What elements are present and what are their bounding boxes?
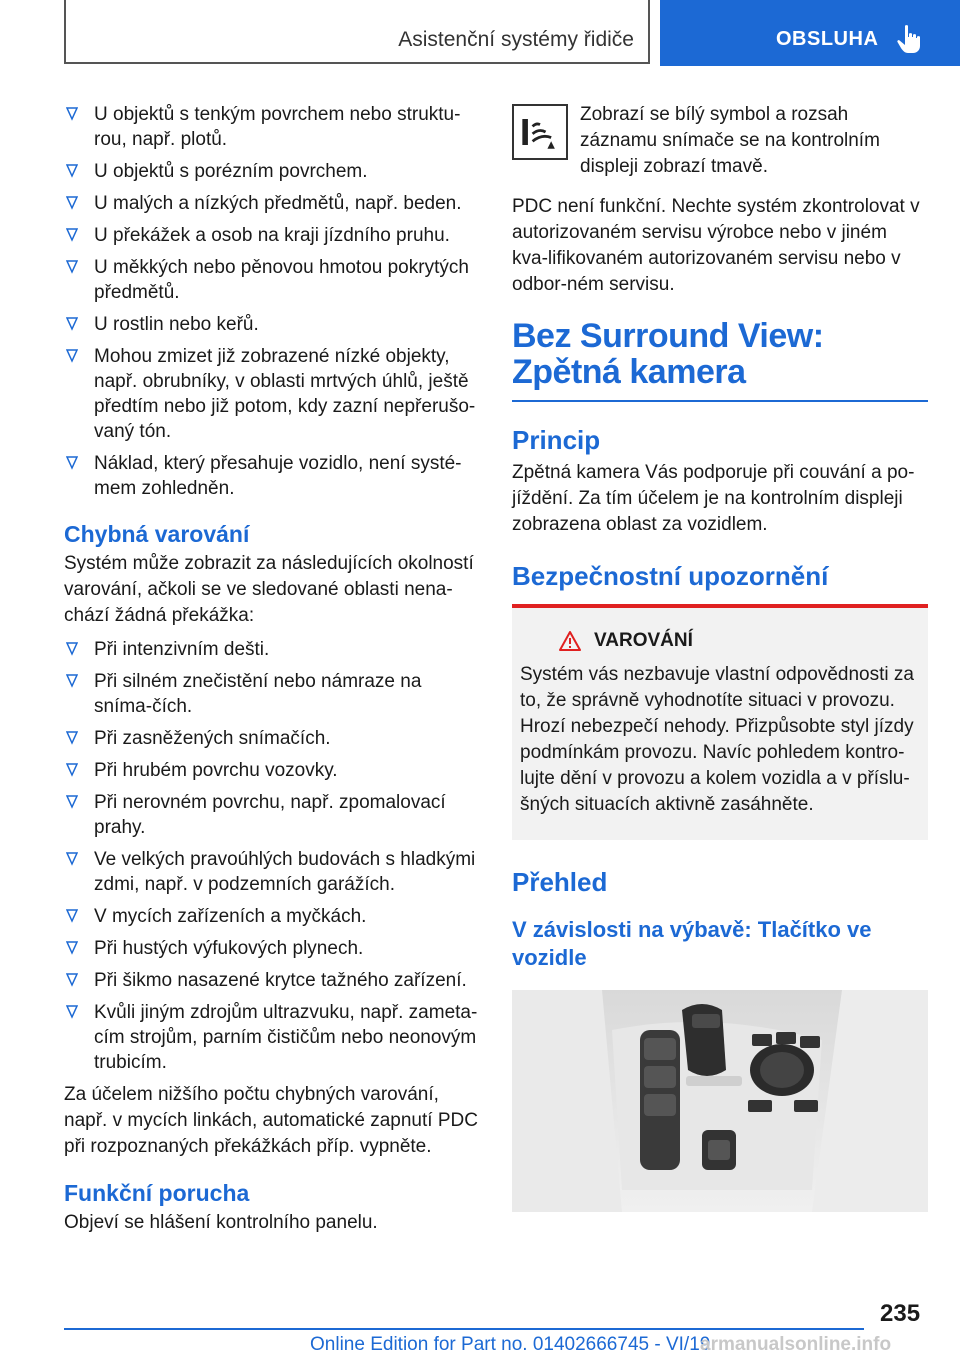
triangle-bullet-icon [66, 642, 78, 656]
page-header [0, 0, 960, 66]
list-item: U objektů s porézním povrchem. [64, 159, 480, 184]
pdc-symbol-row [512, 102, 928, 180]
overview-subheading: V závislosti na výbavě: Tlačítko ve vozidle [512, 917, 872, 970]
list-item: Při šikmo nasazené krytce tažného zařízení. [64, 968, 480, 993]
false-warnings-list [64, 637, 480, 1075]
warning-title: VAROVÁNÍ [594, 630, 693, 651]
list-item: Při zasněžených snímačích. [64, 726, 480, 751]
list-item: U objektů s tenkým povrchem nebo struktu-rou, např. plotů. [64, 102, 480, 152]
section-title: Asistenční systémy řidiče [398, 28, 634, 51]
principle-text: Zpětná kamera Vás podporuje při couvání a po-jíždění. Za tím účelem je na kontrolním displeji zobrazena oblast za vozidlem. [512, 462, 915, 535]
triangle-bullet-icon [66, 909, 78, 923]
list-item: Mohou zmizet již zobrazené nízké objekty, např. obrubníky, v oblasti mrtvých úhlů, ještě předtím nebo již potom, kdy zazní nepřerušo-vaný tón. [64, 344, 480, 444]
list-item: U měkkých nebo pěnovou hmotou pokrytých předmětů. [64, 255, 480, 305]
center-console-illustration [512, 990, 928, 1212]
principle-heading: Princip [512, 425, 601, 455]
pdc-symbol-text: Zobrazí se bílý symbol a rozsah záznamu snímače se na kontrolním displeji zobrazí tmavě. [580, 104, 880, 177]
page-number: 235 [880, 1300, 921, 1327]
triangle-bullet-icon [66, 349, 78, 363]
false-warnings-heading: Chybná varování [64, 521, 250, 547]
triangle-bullet-icon [66, 228, 78, 242]
list-item: Náklad, který přesahuje vozidlo, není systé-mem zohledněn. [64, 451, 480, 501]
pdc-sensor-icon [512, 104, 568, 160]
list-item: Ve velkých pravoúhlých budovách s hladkými zdmi, např. v podzemních garážích. [64, 847, 480, 897]
list-item: U překážek a osob na kraji jízdního pruhu. [64, 223, 480, 248]
right-column [512, 102, 928, 1212]
edition-text: Online Edition for Part no. 01402666745 - VI/19 [310, 1334, 711, 1355]
list-item: Při hrubém povrchu vozovky. [64, 758, 480, 783]
overview-heading: Přehled [512, 867, 608, 897]
triangle-bullet-icon [66, 1005, 78, 1019]
triangle-bullet-icon [66, 456, 78, 470]
false-warnings-outro: Za účelem nižšího počtu chybných varování, např. v mycích linkách, automatické zapnutí PDC při rozpoznaných překážkách příp. vypněte. [64, 1084, 478, 1157]
triangle-bullet-icon [66, 107, 78, 121]
tab-obsluha[interactable] [660, 0, 960, 66]
chapter-title: Bez Surround View: Zpětná kamera [512, 318, 928, 402]
triangle-bullet-icon [66, 196, 78, 210]
list-item: Při hustých výfukových plynech. [64, 936, 480, 961]
list-item: V mycích zařízeních a myčkách. [64, 904, 480, 929]
list-item: U malých a nízkých předmětů, např. beden. [64, 191, 480, 216]
header-section-box [64, 0, 650, 64]
watermark-text: armanualsonline.info [700, 1334, 892, 1355]
footer-divider [64, 1328, 864, 1330]
triangle-bullet-icon [66, 973, 78, 987]
left-column [64, 102, 480, 1244]
list-item: Při silném znečistění nebo námraze na sníma-čích. [64, 669, 480, 719]
list-item: Při nerovném povrchu, např. zpomalovací prahy. [64, 790, 480, 840]
warning-triangle-icon [558, 630, 582, 652]
warning-header [558, 630, 920, 652]
triangle-bullet-icon [66, 317, 78, 331]
triangle-bullet-icon [66, 260, 78, 274]
limits-list [64, 102, 480, 501]
triangle-bullet-icon [66, 941, 78, 955]
triangle-bullet-icon [66, 852, 78, 866]
list-item: Kvůli jiným zdrojům ultrazvuku, např. zameta-cím strojům, parním čističům nebo neonovým trubicím. [64, 1000, 480, 1075]
malfunction-heading: Funkční porucha [64, 1180, 250, 1206]
safety-heading: Bezpečnostní upozornění [512, 561, 829, 591]
triangle-bullet-icon [66, 763, 78, 777]
hand-pointer-icon [896, 24, 922, 54]
tab-obsluha-label: OBSLUHA [776, 28, 879, 50]
pdc-not-working: PDC není funkční. Nechte systém zkontrolovat v autorizovaném servisu výrobce nebo v jiném kva-lifikovaném autorizovaném servisu nebo v odbor-ném servisu. [512, 196, 920, 295]
list-item: Při intenzivním dešti. [64, 637, 480, 662]
malfunction-text: Objeví se hlášení kontrolního panelu. [64, 1212, 378, 1233]
triangle-bullet-icon [66, 731, 78, 745]
warning-text: Systém vás nezbavuje vlastní odpovědnosti za to, že správně vyhodnotíte situaci v provozu. Hrozí nebezpečí nehody. Přizpůsobte styl jízdy podmínkám provozu. Navíc pohledem kontro-lujte dění v provozu a kolem vozidla a v příslu-šných situacích aktivně zasáhněte. [520, 664, 914, 815]
triangle-bullet-icon [66, 795, 78, 809]
false-warnings-intro: Systém může zobrazit za následujících okolností varování, ačkoli se ve sledované oblasti nena-chází žádná překážka: [64, 553, 474, 626]
triangle-bullet-icon [66, 164, 78, 178]
warning-box [512, 604, 928, 840]
center-console-photo [512, 990, 928, 1212]
list-item: U rostlin nebo keřů. [64, 312, 480, 337]
triangle-bullet-icon [66, 674, 78, 688]
